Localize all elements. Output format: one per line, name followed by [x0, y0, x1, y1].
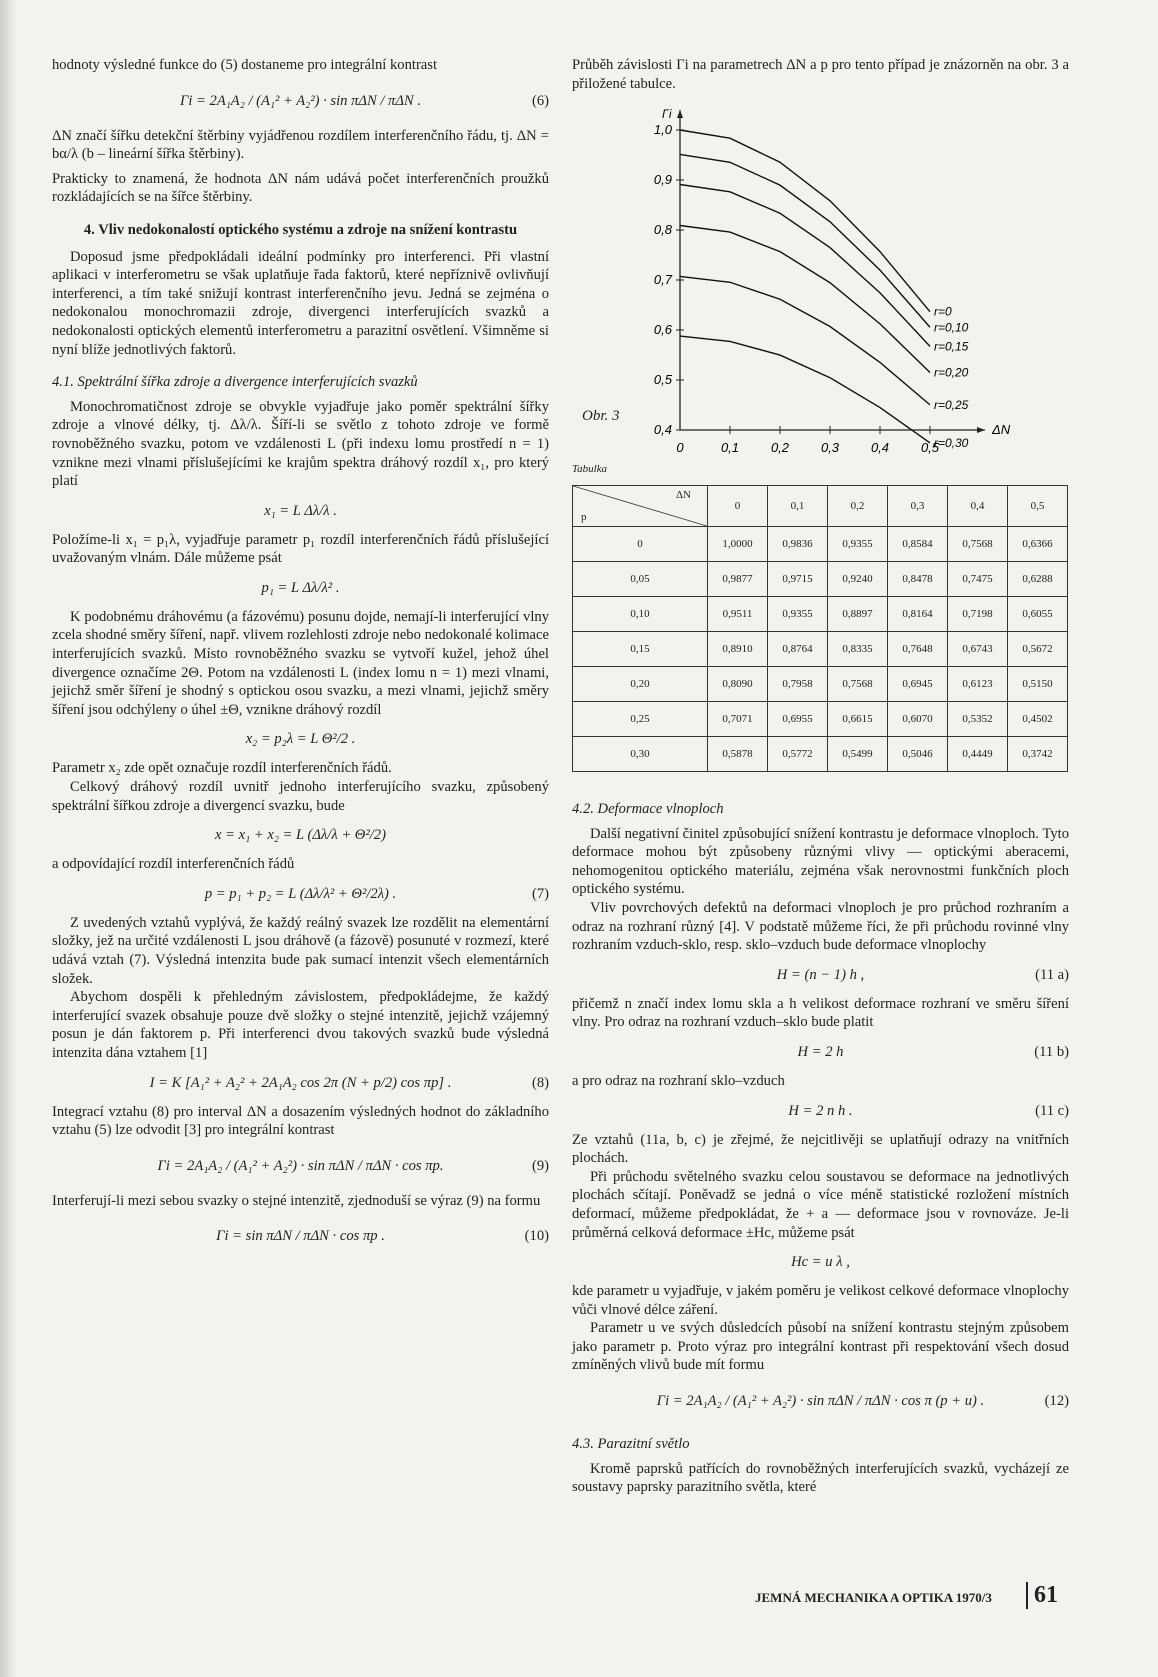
equation-text: Hc = u λ ,	[791, 1254, 850, 1271]
paragraph: hodnoty výsledné funkce do (5) dostaneme pro integrální kontrast	[52, 57, 438, 73]
x-tick-label: 0,2	[770, 440, 790, 455]
table-cell: 0,5878	[708, 737, 768, 772]
table-cell: 0,8584	[888, 527, 948, 562]
equation-text: H = 2 n h .	[788, 1102, 853, 1119]
paragraph: Abychom dospěli k přehledným závislostem, předpokládejme, že každý interferující svazek obsahuje pouze dvě složky o stejné intenzitě, jejichž vzájemný posun je dán faktorem p. Při interferenci dvou takových svazků bude výsledná intenzita dána vztahem [1]	[52, 989, 549, 1061]
x-axis-label: ΔN	[992, 422, 1011, 437]
paragraph: a odpovídající rozdíl interferenčních řádů	[52, 856, 295, 873]
data-table	[572, 485, 1068, 772]
table-cell: 0,6055	[1008, 597, 1068, 632]
table-cell: 0,9715	[768, 562, 828, 597]
table-cell: 0,6955	[768, 702, 828, 737]
table-cell: 0,6288	[1008, 562, 1068, 597]
y-tick-label: 0,8	[653, 222, 672, 237]
journal-footer: JEMNÁ MECHANIKA A OPTIKA 1970/3	[755, 1590, 992, 1605]
equation-number: (7)	[531, 885, 549, 902]
column-header: 0,1	[768, 486, 828, 527]
table-cell: 0,6945	[888, 667, 948, 702]
series-line	[680, 154, 930, 327]
table-row	[573, 597, 1068, 632]
paragraph: Z uvedených vztahů vyplývá, že každý reálný svazek lze rozdělit na elementární složky, jež na určité vzdálenosti L jsou dráhově (a fázově) posunuté v rozmezí, které udává vztah (7). Výsledná intenzita bude pak sumací intenzit všech elementárních složek.	[52, 914, 549, 987]
table-cell: 0,7071	[708, 702, 768, 737]
table-cell: 0,9355	[828, 527, 888, 562]
paragraph: Průběh závislosti Γi na parametrech ΔN a p pro tento případ je znázorněn na obr. 3 a přiložené tabulce.	[572, 57, 1069, 92]
y-axis-label: Γi	[662, 107, 672, 121]
equation-text: x₁ = L Δλ/λ .	[264, 502, 337, 519]
y-tick-label: 0,5	[653, 372, 672, 387]
table-cell: 0,8164	[888, 597, 948, 632]
table-cell: 0,7648	[888, 632, 948, 667]
table-cell: 0,6615	[828, 702, 888, 737]
paragraph: kde parametr u vyjadřuje, v jakém poměru je velikost celkové deformace vlnoplochy vůči vlnové délce záření.	[572, 1283, 1069, 1318]
paragraph: Parametr x₂ zde opět označuje rozdíl interferenčních řádů.	[52, 760, 392, 777]
table-row	[573, 562, 1068, 597]
table-cell: 0,8897	[828, 597, 888, 632]
equation-text: Γi = 2A₁A₂ / (A₁² + A₂²) · sin πΔN / πΔN · cos πp.	[157, 1157, 444, 1174]
table-cell: 0,6366	[1008, 527, 1068, 562]
equation-x	[52, 821, 549, 849]
row-header: 0,10	[573, 597, 708, 632]
row-header: 0	[573, 527, 708, 562]
paragraph: Vliv povrchových defektů na deformaci vlnoploch je pro průchod rozhraním a odraz na rozhraní různý [4]. V podstatě můžeme říci, že při průchodu rovinné vlny rozhraním vzduch-sklo, resp. sklo–vzduch bude deformace vlnoplochy	[572, 899, 1069, 954]
equation-text: I = K [A₁² + A₂² + 2A₁A₂ cos 2π (N + p/2) cos πp] .	[149, 1074, 452, 1091]
right-column-intro	[572, 56, 1069, 93]
equation-number: (11 a)	[1035, 966, 1069, 983]
equation-text: H = (n − 1) h ,	[776, 966, 865, 983]
equation-text: H = 2 h	[797, 1043, 844, 1060]
table-cell: 0,4502	[1008, 702, 1068, 737]
table-cell: 0,8090	[708, 667, 768, 702]
paragraph: Prakticky to znamená, že hodnota ΔN nám udává počet interferenčních proužků rozkládajících se na šířce štěrbiny.	[52, 170, 549, 206]
series-line	[680, 226, 930, 373]
table-cell: 0,7958	[768, 667, 828, 702]
table-cell: 0,9836	[768, 527, 828, 562]
column-header: 0,5	[1008, 486, 1068, 527]
series-line	[680, 336, 930, 443]
row-header: 0,20	[573, 667, 708, 702]
table-cell: 0,6070	[888, 702, 948, 737]
table-cell: 0,8335	[828, 632, 888, 667]
equation-number: (11 c)	[1035, 1102, 1069, 1119]
table-cell: 0,7568	[948, 527, 1008, 562]
paragraph: Kromě paprsků patřících do rovnoběžných interferujících svazků, vycházejí ze soustavy paprsky parazitního světla, které	[572, 1460, 1069, 1496]
paragraph: Při průchodu světelného svazku celou soustavou se deformace na jednotlivých plochách sčítají. Poněvadž se jedná o více méně statistické rozložení místních deformací, můžeme předpokládat, že + a — deformace jsou v rovnováze. Je-li průměrná celková deformace ±Hc, můžeme psát	[572, 1168, 1069, 1241]
paragraph: Monochromatičnost zdroje se obvykle vyjadřuje jako poměr spektrální šířky zdroje a vlnové délky, tj. Δλ/λ. Šíří-li se světlo z tohoto zdroje ve formě rovnoběžného svazku, potom ve vzdálenosti L (při indexu lomu prostředí n = 1) vznikne mezi vlnami příslušejícími ke krajům spektra dráhový rozdíl x₁, pro který platí	[52, 398, 549, 490]
equation-11b	[572, 1038, 1069, 1066]
row-header: 0,30	[573, 737, 708, 772]
figure-3-chart	[640, 100, 1020, 460]
corner-label-dn: ΔN	[675, 489, 691, 501]
equation-text: Γi = 2A₁A₂ / (A₁² + A₂²) · sin πΔN / πΔN · cos π (p + u) .	[656, 1393, 985, 1410]
equation-6	[52, 81, 549, 121]
x-tick-label: 0,4	[870, 440, 890, 455]
equation-number: (9)	[531, 1157, 549, 1174]
equation-number: (8)	[531, 1074, 549, 1091]
y-tick-label: 1,0	[653, 122, 672, 137]
page-gutter-shadow	[0, 0, 16, 1677]
x-tick-label: 0,3	[820, 440, 840, 455]
equation-10	[52, 1216, 549, 1256]
table-cell: 0,6123	[948, 667, 1008, 702]
equation-12	[572, 1381, 1069, 1421]
series-label: r=0	[934, 304, 952, 319]
equation-text: x₂ = p₂λ = L Θ²/2 .	[245, 731, 356, 748]
paragraph: Integrací vztahu (8) pro interval ΔN a dosazením výsledných hodnot do základního vztahu (5) lze odvodit [3] pro integrální kontrast	[52, 1103, 549, 1139]
equation-number: (11 b)	[1034, 1043, 1069, 1060]
table-cell: 0,9355	[768, 597, 828, 632]
row-header: 0,05	[573, 562, 708, 597]
column-header: 0	[708, 486, 768, 527]
section-heading-4: 4. Vliv nedokonalostí optického systému a zdroje na snížení kontrastu	[83, 221, 518, 238]
y-tick-label: 0,4	[653, 422, 672, 437]
series-label: r=0,20	[934, 365, 969, 380]
paragraph: Další negativní činitel způsobující snížení kontrastu je deformace vlnoploch. Tyto deformace mohou být způsobeny různými vlivy — optickými aberacemi, nehomogenitou optického materiálu, zejména však nerovnostmi funkčních ploch optického systému.	[572, 825, 1069, 898]
subsection-heading-4-3: 4.3. Parazitní světlo	[572, 1436, 690, 1453]
series-label: r=0,25	[934, 397, 969, 412]
column-header: 0,4	[948, 486, 1008, 527]
column-header: 0,3	[888, 486, 948, 527]
table-cell: 0,5499	[828, 737, 888, 772]
x-tick-label: 0,5	[920, 440, 940, 455]
paragraph: ΔN značí šířku detekční štěrbiny vyjádřenou rozdílem interferenčního řádu, tj. ΔN = bα/λ (b – lineární šířka štěrbiny).	[52, 127, 549, 163]
paragraph: Doposud jsme předpokládali ideální podmínky pro interferenci. Při vlastní aplikaci v interferometru se však uplatňuje řada faktorů, které nepříznivě ovlivňují interferenci, a tím také snižují kontrast interferenčního jevu. Jedná se zejména o nedokonalou monochromazii zdroje, divergenci interferujících svazků a nedokonalosti optických elementů interferometru a parazitní osvětlení. Všimněme si nyní blíže jednotlivých faktorů.	[52, 248, 549, 358]
table-cell: 0,8910	[708, 632, 768, 667]
subsection-heading-4-1: 4.1. Spektrální šířka zdroje a divergence interferujících svazků	[52, 374, 418, 391]
table-cell: 0,6743	[948, 632, 1008, 667]
table-cell: 0,5772	[768, 737, 828, 772]
paragraph: Ze vztahů (11a, b, c) je zřejmé, že nejcitlivěji se uplatňují odrazy na vnitřních plochách.	[572, 1131, 1069, 1167]
y-tick-label: 0,7	[653, 272, 672, 287]
table-row	[573, 737, 1068, 772]
equation-11a	[572, 961, 1069, 989]
subsection-heading-4-2: 4.2. Deformace vlnoploch	[572, 801, 724, 817]
table-cell: 0,3742	[1008, 737, 1068, 772]
series-line	[680, 185, 930, 347]
table-row	[573, 702, 1068, 737]
y-tick-label: 0,9	[653, 172, 672, 187]
table-cell: 0,7198	[948, 597, 1008, 632]
table-cell: 0,7475	[948, 562, 1008, 597]
equation-number: (6)	[531, 92, 549, 109]
table-cell: 0,7568	[828, 667, 888, 702]
row-header: 0,25	[573, 702, 708, 737]
paragraph: K podobnému dráhovému (a fázovému) posunu dojde, nemají-li interferující vlny zcela shodné směry šíření, např. vlivem rozlehlosti zdroje nebo nedokonalé kolimace interferujících svazků. Místo rovnoběžného svazku se vytvoří kužel, jehož úhel divergence označíme 2Θ. Potom na vzdálenosti L (index lomu n = 1) mezi vlnami, jejichž směr šíření je shodný s optickou osou svazku, a mezi vlnami, jejichž směry šíření jsou odchýleny o úhel ±Θ, vznikne dráhový rozdíl	[52, 608, 549, 718]
table-cell: 0,8478	[888, 562, 948, 597]
equation-text: p₁ = L Δλ/λ² .	[261, 579, 340, 596]
y-axis-arrow	[677, 110, 683, 118]
table-cell: 0,8764	[768, 632, 828, 667]
paragraph: Parametr u ve svých důsledcích působí na snížení kontrastu stejným způsobem jako parametr p. Proto výraz pro integrální kontrast při respektování všech dosud zmíněných vlivů bude mít formu	[572, 1320, 1069, 1374]
equation-p1	[52, 574, 549, 602]
equation-7	[52, 880, 549, 908]
equation-8	[52, 1069, 549, 1097]
paragraph: přičemž n značí index lomu skla a h velikost deformace rozhraní ve směru šíření vlny. Pro odraz na rozhraní vzduch–sklo bude platit	[572, 995, 1069, 1031]
equation-11c	[572, 1097, 1069, 1125]
series-label: r=0,15	[934, 339, 969, 354]
x-tick-label: 0	[676, 440, 684, 455]
series-label: r=0,10	[934, 320, 969, 335]
equation-text: x = x₁ + x₂ = L (Δλ/λ + Θ²/2)	[215, 827, 386, 844]
equation-text: Γi = sin πΔN / πΔN · cos πp .	[216, 1228, 385, 1245]
series-label: r=0,30	[934, 435, 969, 450]
table-cell: 0,5046	[888, 737, 948, 772]
paragraph: Celkový dráhový rozdíl uvnitř jednoho interferujícího svazku, způsobený spektrální šířkou zdroje a divergencí svazku, bude	[52, 779, 549, 814]
table-cell: 0,5150	[1008, 667, 1068, 702]
y-tick-label: 0,6	[653, 322, 672, 337]
table-row	[573, 527, 1068, 562]
left-column	[52, 56, 549, 1262]
page-number: 61	[1026, 1582, 1058, 1609]
paragraph: Interferují-li mezi sebou svazky o stejné intenzitě, zjednoduší se výraz (9) na formu	[52, 1192, 541, 1209]
x-tick-label: 0,1	[720, 440, 740, 455]
figure-caption: Obr. 3	[582, 408, 620, 424]
table-cell: 0,9240	[828, 562, 888, 597]
table-row	[573, 667, 1068, 702]
table-cell: 0,4449	[948, 737, 1008, 772]
equation-text: Γi = 2A₁A₂ / (A₁² + A₂²) · sin πΔN / πΔN .	[180, 92, 421, 109]
x-axis-arrow	[977, 427, 985, 433]
table-cell: 0,5672	[1008, 632, 1068, 667]
row-header: 0,15	[573, 632, 708, 667]
paragraph: a pro odraz na rozhraní sklo–vzduch	[572, 1072, 785, 1089]
table-cell: 1,0000	[708, 527, 768, 562]
column-header: 0,2	[828, 486, 888, 527]
equation-9	[52, 1146, 549, 1186]
table-corner	[573, 486, 708, 527]
equation-number: (12)	[1044, 1393, 1069, 1410]
corner-label-p: p	[581, 511, 587, 523]
table-cell: 0,5352	[948, 702, 1008, 737]
equation-number: (10)	[524, 1228, 549, 1245]
table-cell: 0,9877	[708, 562, 768, 597]
table-caption: Tabulka	[572, 463, 608, 475]
table-cell: 0,9511	[708, 597, 768, 632]
paragraph: Položíme-li x₁ = p₁λ, vyjadřuje parametr p₁ rozdíl interferenčních řádů příslušející uvažovaným vlnám. Dále můžeme psát	[52, 531, 549, 567]
equation-text: p = p₁ + p₂ = L (Δλ/λ² + Θ²/2λ) .	[204, 885, 397, 902]
equation-hc	[572, 1248, 1069, 1276]
table-row	[573, 632, 1068, 667]
equation-x1	[52, 497, 549, 525]
right-column-body	[572, 800, 1069, 1497]
equation-x2	[52, 725, 549, 753]
